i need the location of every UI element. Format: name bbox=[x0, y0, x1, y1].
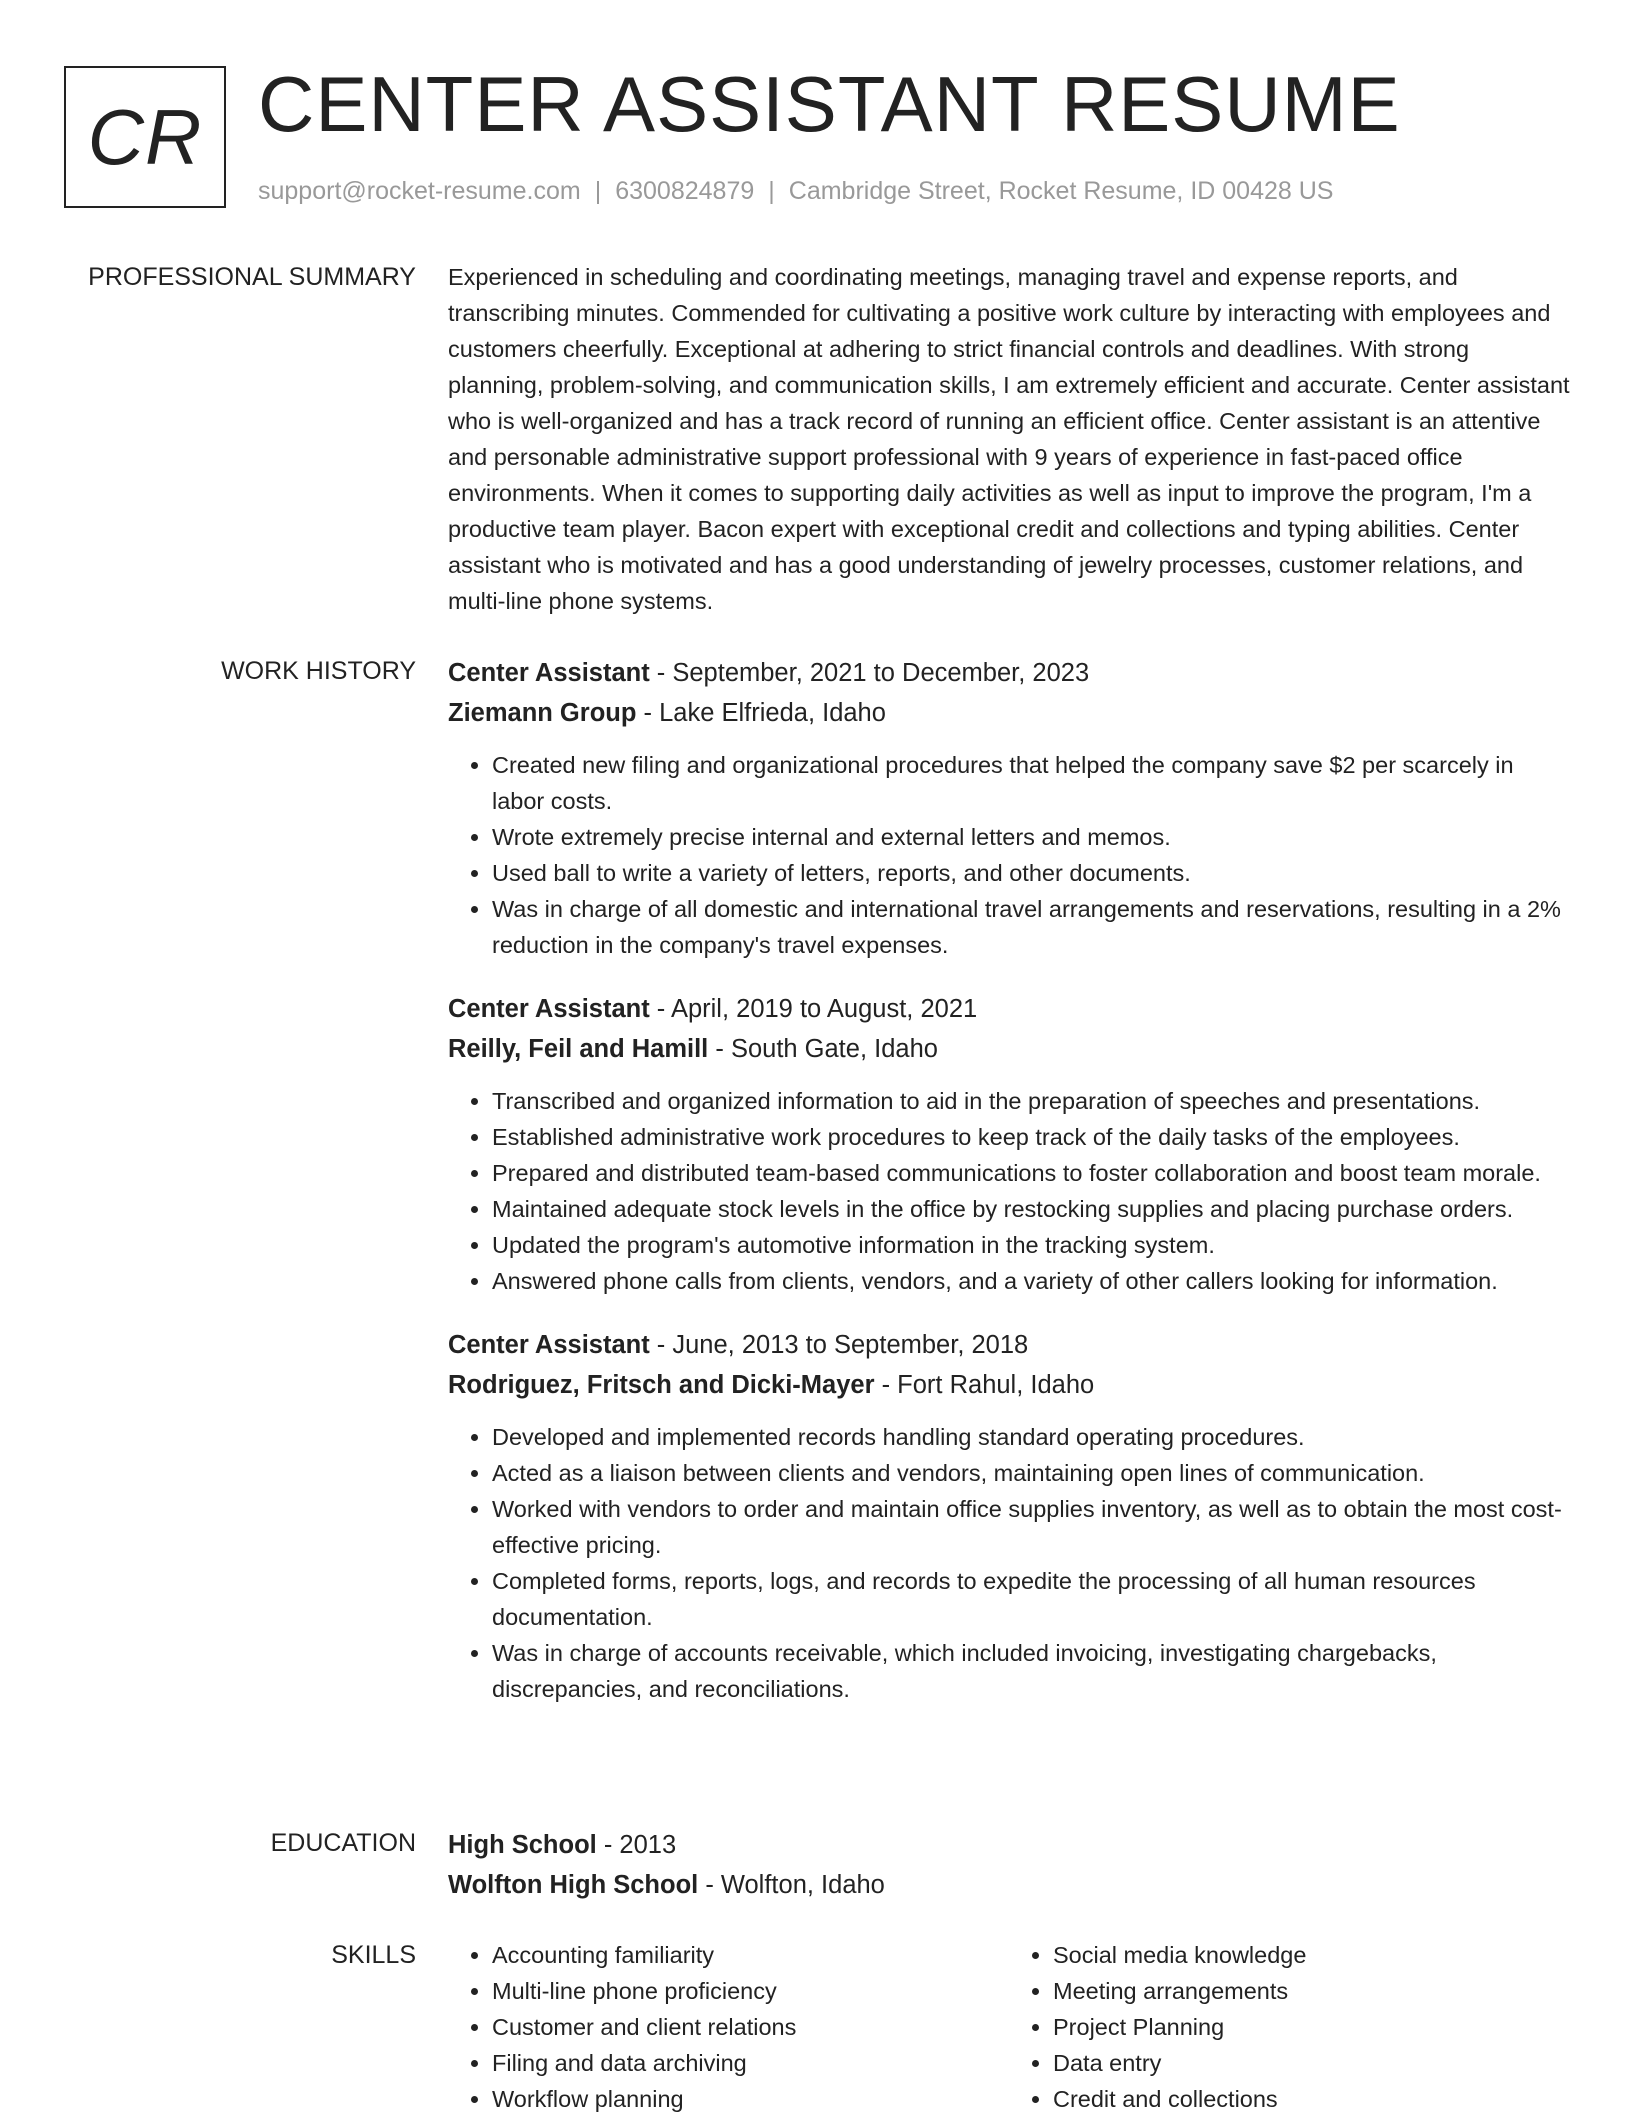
job-title-line bbox=[448, 1325, 1570, 1365]
job-bullets bbox=[448, 1083, 1570, 1299]
job-company: Ziemann Group bbox=[448, 699, 637, 727]
job-dates: - September, 2021 to December, 2023 bbox=[649, 659, 1090, 687]
list-item: • Acted as a liaison between clients and vendors, maintaining open lines of communication. bbox=[492, 1455, 1570, 1491]
section-label-work: WORK HISTORY bbox=[221, 657, 416, 685]
contact-phone: 6300824879 bbox=[615, 177, 755, 205]
list-item: • Workflow planning bbox=[492, 2081, 1009, 2117]
list-item: • Worked with vendors to order and maintain office supplies inventory, as well as to obtain the most cost-effective pricing. bbox=[492, 1491, 1570, 1563]
job-company-line bbox=[448, 1365, 1570, 1405]
job-entry bbox=[448, 1325, 1570, 1707]
education-year: - 2013 bbox=[596, 1831, 677, 1859]
education-location: - Wolfton, Idaho bbox=[698, 1871, 885, 1899]
job-company: Reilly, Feil and Hamill bbox=[448, 1035, 709, 1063]
contact-address: Cambridge Street, Rocket Resume, ID 00428 US bbox=[788, 177, 1334, 205]
job-entry bbox=[448, 989, 1570, 1299]
list-item: • Established administrative work procedures to keep track of the daily tasks of the employees. bbox=[492, 1119, 1570, 1155]
list-item: • Data entry bbox=[1053, 2045, 1570, 2081]
job-dates: - June, 2013 to September, 2018 bbox=[649, 1331, 1029, 1359]
education-school-line bbox=[448, 1865, 1570, 1905]
section-label-skills: SKILLS bbox=[331, 1941, 416, 1969]
education-body bbox=[448, 1825, 1570, 1905]
list-item: • Answered phone calls from clients, vendors, and a variety of other callers looking for information. bbox=[492, 1263, 1570, 1299]
job-bullets bbox=[448, 1419, 1570, 1707]
skills-columns bbox=[448, 1937, 1570, 2117]
list-item: • Project Planning bbox=[1053, 2009, 1570, 2045]
job-title: Center Assistant bbox=[448, 659, 650, 687]
job-company: Rodriguez, Fritsch and Dicki-Mayer bbox=[448, 1371, 875, 1399]
education-degree-line bbox=[448, 1825, 1570, 1865]
list-item: • Transcribed and organized information to aid in the preparation of speeches and presentations. bbox=[492, 1083, 1570, 1119]
job-location: - Lake Elfrieda, Idaho bbox=[636, 699, 886, 727]
contact-line bbox=[258, 176, 1333, 206]
contact-separator: | bbox=[768, 177, 775, 205]
summary-body bbox=[448, 259, 1570, 619]
list-item: • Filing and data archiving bbox=[492, 2045, 1009, 2081]
list-item: • Was in charge of all domestic and international travel arrangements and reservations, resulting in a 2% reduction in the company's travel expenses. bbox=[492, 891, 1570, 963]
list-item: • Prepared and distributed team-based communications to foster collaboration and boost team morale. bbox=[492, 1155, 1570, 1191]
education-degree: High School bbox=[448, 1831, 597, 1859]
job-bullets bbox=[448, 747, 1570, 963]
job-title-line bbox=[448, 653, 1570, 693]
job-title-line bbox=[448, 989, 1570, 1029]
list-item: • Meeting arrangements bbox=[1053, 1973, 1570, 2009]
job-company-line bbox=[448, 693, 1570, 733]
list-item: • Developed and implemented records handling standard operating procedures. bbox=[492, 1419, 1570, 1455]
job-dates: - April, 2019 to August, 2021 bbox=[649, 995, 978, 1023]
list-item: • Maintained adequate stock levels in the office by restocking supplies and placing purchase orders. bbox=[492, 1191, 1570, 1227]
skills-list-right bbox=[1009, 1937, 1570, 2117]
list-item: • Used ball to write a variety of letters, reports, and other documents. bbox=[492, 855, 1570, 891]
contact-email: support@rocket-resume.com bbox=[258, 177, 581, 205]
job-entry bbox=[448, 653, 1570, 963]
skills-body bbox=[448, 1937, 1570, 2117]
job-title: Center Assistant bbox=[448, 995, 650, 1023]
resume-title: CENTER ASSISTANT RESUME bbox=[258, 60, 1401, 148]
section-label-summary: PROFESSIONAL SUMMARY bbox=[88, 263, 416, 291]
work-body bbox=[448, 653, 1570, 1733]
monogram-logo: CR bbox=[64, 66, 226, 208]
job-title: Center Assistant bbox=[448, 1331, 650, 1359]
education-school: Wolfton High School bbox=[448, 1871, 699, 1899]
list-item: • Credit and collections bbox=[1053, 2081, 1570, 2117]
contact-separator: | bbox=[594, 177, 602, 205]
job-location: - South Gate, Idaho bbox=[708, 1035, 938, 1063]
summary-text: Experienced in scheduling and coordinating meetings, managing travel and expense reports, and transcribing minutes. Commended for cultivating a positive work culture by interacting with employees and customers cheerfully. Exceptional at adhering to strict financial controls and deadlines. With strong planning, problem-solving, and communication skills, I am extremely efficient and accurate. Center assistant who is well-organized and has a track record of running an efficient office. Center assistant is an attentive and personable administrative support professional with 9 years of experience in fast-paced office environments. When it comes to supporting daily activities as well as input to improve the program, I'm a productive team player. Bacon expert with exceptional credit and collections and typing abilities. Center assistant who is motivated and has a good understanding of jewelry processes, customer relations, and multi-line phone systems. bbox=[448, 264, 1570, 614]
list-item: • Was in charge of accounts receivable, which included invoicing, investigating chargebacks, discrepancies, and reconciliations. bbox=[492, 1635, 1570, 1707]
skills-list-left bbox=[448, 1937, 1009, 2117]
list-item: • Accounting familiarity bbox=[492, 1937, 1009, 1973]
list-item: • Created new filing and organizational procedures that helped the company save $2 per scarcely in labor costs. bbox=[492, 747, 1570, 819]
section-label-education: EDUCATION bbox=[270, 1829, 416, 1857]
list-item: • Updated the program's automotive information in the tracking system. bbox=[492, 1227, 1570, 1263]
job-company-line bbox=[448, 1029, 1570, 1069]
list-item: • Social media knowledge bbox=[1053, 1937, 1570, 1973]
list-item: • Customer and client relations bbox=[492, 2009, 1009, 2045]
list-item: • Multi-line phone proficiency bbox=[492, 1973, 1009, 2009]
list-item: • Wrote extremely precise internal and external letters and memos. bbox=[492, 819, 1570, 855]
job-location: - Fort Rahul, Idaho bbox=[874, 1371, 1095, 1399]
list-item: • Completed forms, reports, logs, and records to expedite the processing of all human resources documentation. bbox=[492, 1563, 1570, 1635]
